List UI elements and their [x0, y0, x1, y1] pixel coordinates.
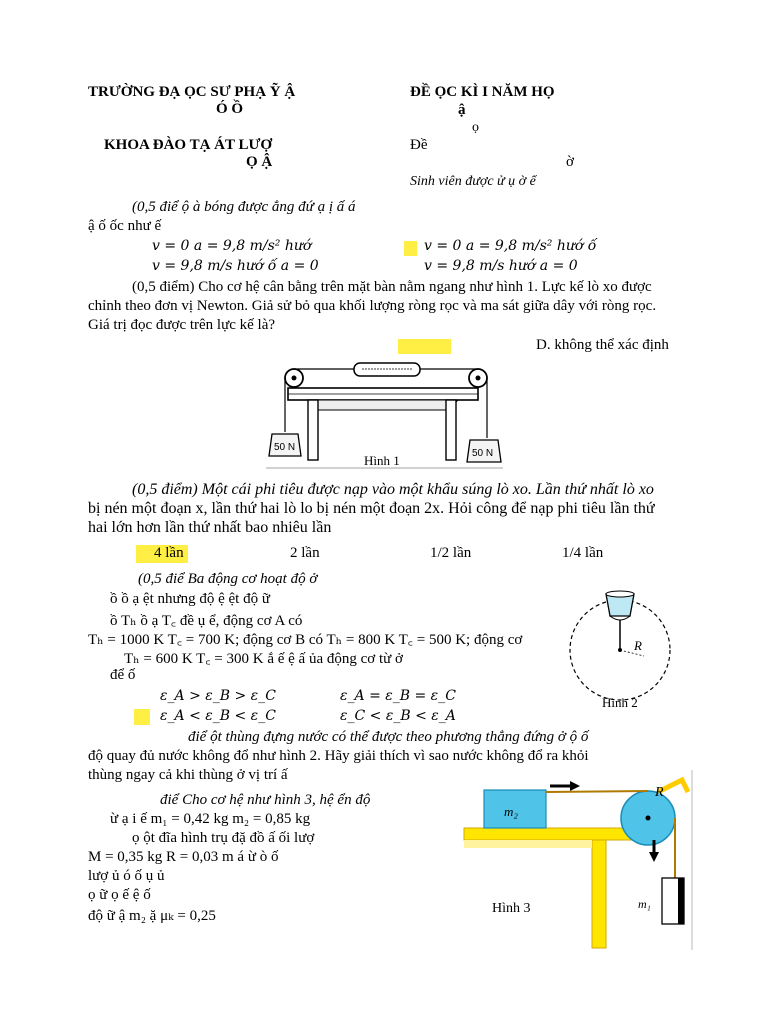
q2-line2: chỉnh theo đơn vị Newton. Giả sử bỏ qua khối lượng ròng rọc và ma sát giữa dây với ròng rọc. [88, 298, 657, 314]
faculty-name-marks: Ọ Ậ [246, 154, 273, 170]
m2-label: m₂ [504, 804, 518, 819]
q4-line4: Tₕ = 1000 K T꜀ = 700 K; động cơ B có Tₕ = 800 K T꜀ = 500 K; động cơ [88, 632, 523, 648]
q4-option-c: ε_A < ε_B < ε_C [160, 708, 276, 724]
q3-line1: (0,5 điểm) Một cái phi tiêu được nạp vào một khẩu súng lò xo. Lần thứ nhất lò xo [132, 481, 654, 498]
figure-2-caption: Hình 2 [602, 695, 638, 710]
exam-title: ĐỀ ỌC KÌ I NĂM HỌ [410, 84, 555, 100]
q6-line5: lượ ủ ó ố ụ ủ [88, 868, 165, 884]
q4-option-b: ε_A = ε_B = ε_C [340, 688, 456, 704]
exam-time-marks: ờ [566, 154, 574, 170]
q6-line1: điể Cho cơ hệ như hình 3, hệ ển độ [160, 792, 371, 808]
q2-line1: (0,5 điểm) Cho cơ hệ cân bằng trên mặt bàn nằm ngang như hình 1. Lực kế lò xo được [132, 279, 652, 295]
figure-3-pulley-system [462, 770, 694, 950]
university-name: TRƯỜNG ĐẠ ỌC SƯ PHẠ Ỹ Ậ [88, 84, 296, 100]
q1-answer-highlight [404, 241, 417, 256]
q3-line3: hai lớn hơn lần thứ nhất bao nhiêu lần [88, 519, 332, 536]
r-label: R [655, 785, 664, 800]
q4-line2: ồ ồ ạ ệt nhưng độ ệ ệt độ ữ [110, 591, 270, 607]
q4-line5: Tₕ = 600 K T꜀ = 300 K ắ ế ệ ấ ủa động cơ từ ở [124, 651, 403, 667]
figure-1-caption: Hình 1 [364, 453, 400, 468]
q4-line6: để ố [110, 667, 136, 683]
q4-option-a: ε_A > ε_B > ε_C [160, 688, 276, 704]
exam-code-label: Đề [410, 137, 428, 153]
weight-right-label: 50 N [472, 448, 494, 459]
q4-option-d: ε_C < ε_B < ε_A [340, 708, 456, 724]
faculty-name: KHOA ĐÀO TẠ ÁT LƯỢ [104, 137, 273, 153]
q3-option-c: 1/2 lần [430, 545, 472, 561]
q6-line4: M = 0,35 kg R = 0,03 m á ừ ò ố [88, 849, 279, 865]
q4-line1: (0,5 điể Ba động cơ hoạt độ ở [138, 571, 318, 587]
m1-label: m₁ [638, 897, 651, 911]
figure-1-spring-scale [258, 358, 508, 474]
q1-line2: ậ ố ốc như ế [88, 218, 162, 234]
q3-option-d: 1/4 lần [562, 545, 604, 561]
exam-note: Sinh viên được ử ụ ờ ể [410, 174, 536, 189]
q1-line1: (0,5 điể ộ à bóng được ẳng đứ ạ ị ấ á [132, 199, 356, 215]
q6-line2: ừ ạ i ế m₁ = 0,42 kg m₂ = 0,85 kg [110, 811, 311, 827]
q2-answer-highlight [398, 339, 451, 354]
q1-option-b: v = 0 a = 9,8 m/s² hướ ố [424, 238, 597, 254]
q4-line3: ồ Tₕ ồ ạ T꜀ đề ụ ể, động cơ A có [110, 613, 303, 629]
university-name-marks: Ó Ồ [216, 101, 244, 117]
q6-line7: độ ữ ậ m₂ ặ μₖ = 0,25 [88, 908, 216, 924]
exam-title-marks: ậ [458, 102, 466, 118]
q4-answer-highlight [134, 709, 150, 725]
q2-line3: Giá trị đọc được trên lực kế là? [88, 317, 276, 333]
q5-line1: điể ột thùng đựng nước có thể được theo phương thẳng đứng ở ộ ố [188, 729, 589, 745]
q1-option-d: v = 9,8 m/s hướ a = 0 [424, 258, 578, 274]
q3-option-b: 2 lần [290, 545, 320, 561]
q3-line2: bị nén một đoạn x, lần thứ hai lò lo bị nén một đoạn 2x. Hỏi công để nạp phi tiêu lần thứ [88, 500, 655, 517]
q5-line2: độ quay đủ nước không đổ như hình 2. Hãy giải thích vì sao nước không đổ ra khỏi [88, 748, 589, 764]
figure-2-bucket-circle [568, 580, 696, 710]
q1-option-c: v = 9,8 m/s hướ ố a = 0 [152, 258, 319, 274]
q3-option-a: 4 lần [154, 545, 184, 561]
exam-title-marks-2: ọ [472, 120, 479, 135]
q6-line6: ọ ữ ọ ế ệ ố [88, 887, 151, 903]
radius-label: R [634, 638, 642, 653]
q6-line3: ọ ột đĩa hình trụ đặ đồ ấ ối lượ [132, 830, 315, 846]
q2-option-d: D. không thể xác định [536, 337, 669, 353]
weight-left-label: 50 N [274, 442, 296, 453]
q5-line3: thùng ngay cả khi thùng ở vị trí ấ [88, 767, 288, 783]
figure-3-caption: Hình 3 [492, 901, 531, 916]
q1-option-a: v = 0 a = 9,8 m/s² hướ [152, 238, 312, 254]
